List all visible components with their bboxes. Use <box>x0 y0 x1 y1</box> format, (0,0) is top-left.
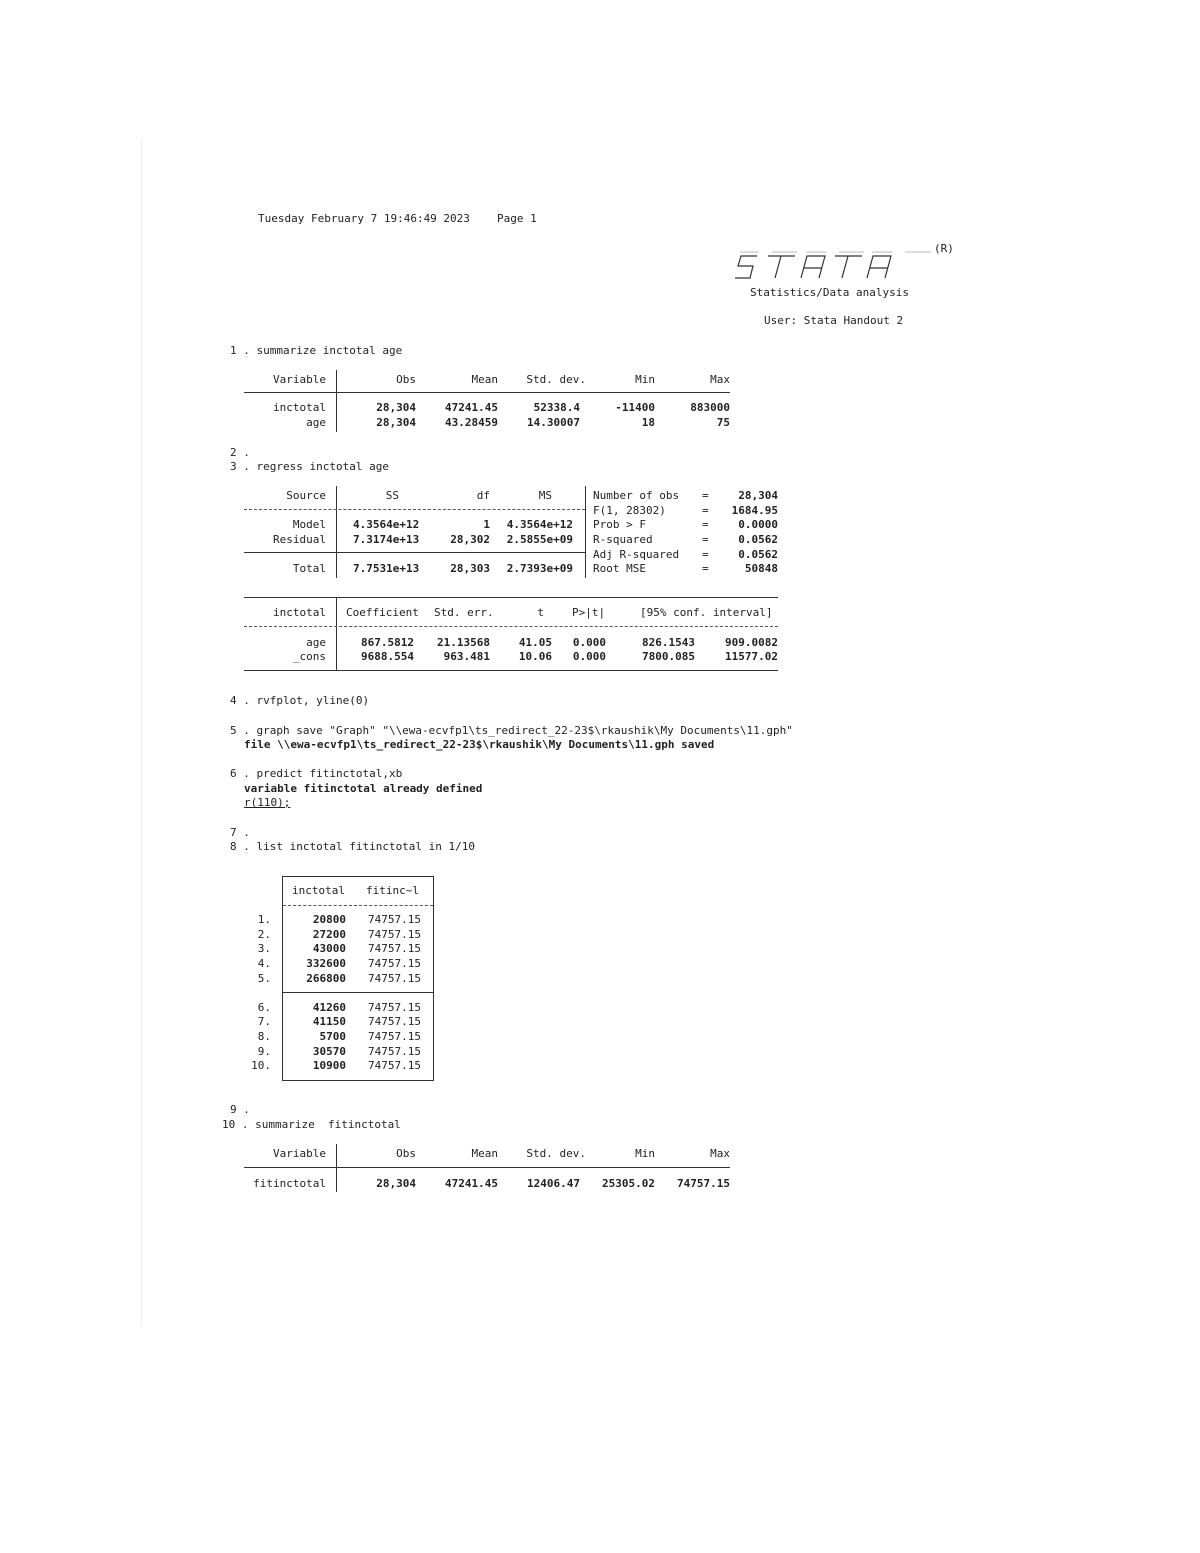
page-margin-line <box>141 140 142 1326</box>
column-header: inctotal <box>273 606 326 619</box>
row-number: 5. <box>257 972 271 985</box>
stat-label: Prob > F <box>593 518 646 531</box>
table-cell: 74757.15 <box>368 1001 421 1014</box>
stat-value: 1684.95 <box>731 504 778 517</box>
column-header: Variable <box>273 1147 326 1160</box>
table-cell: 332600 <box>306 957 346 970</box>
column-header: Coefficient <box>346 606 419 619</box>
column-header: Source <box>286 489 326 502</box>
row-number: 9. <box>257 1045 271 1058</box>
table-divider <box>585 486 586 578</box>
variable-name: fitinctotal <box>253 1177 326 1190</box>
column-header: Mean <box>471 1147 498 1160</box>
table-cell: 0.000 <box>572 650 606 663</box>
row-number: 1. <box>257 913 271 926</box>
table-cell: 12406.47 <box>527 1177 580 1190</box>
column-header: Min <box>635 1147 655 1160</box>
table-cell: 43.28459 <box>445 416 498 429</box>
table-divider <box>336 370 337 432</box>
table-cell: 74757.15 <box>368 1059 421 1072</box>
table-cell: 963.481 <box>443 650 490 663</box>
row-number: 2. <box>257 928 271 941</box>
table-cell: 1 <box>483 518 490 531</box>
table-cell: 10.06 <box>518 650 552 663</box>
table-cell: 28,304 <box>376 1177 416 1190</box>
table-divider <box>336 486 337 578</box>
stat-equals: = <box>702 548 709 561</box>
column-header: Std. dev. <box>526 1147 586 1160</box>
table-cell: 10900 <box>312 1059 346 1072</box>
stat-label: Adj R-squared <box>593 548 680 561</box>
stat-equals: = <box>702 504 709 517</box>
print-datetime: Tuesday February 7 19:46:49 2023 <box>258 212 470 225</box>
table-cell: 21.13568 <box>437 636 490 649</box>
column-header: P>|t| <box>572 606 606 619</box>
table-rule <box>244 1167 730 1168</box>
variable-name: age <box>306 636 326 649</box>
table-cell: 47241.45 <box>445 401 498 414</box>
stat-label: F(1, 28302) <box>593 504 666 517</box>
stat-value: 50848 <box>744 562 778 575</box>
stata-logo <box>735 244 960 290</box>
table-cell: 43000 <box>312 942 346 955</box>
column-header: Mean <box>471 373 498 386</box>
table-cell: 41150 <box>312 1015 346 1028</box>
stat-equals: = <box>702 489 709 502</box>
table-cell: 20800 <box>312 913 346 926</box>
table-cell: 11577.02 <box>725 650 778 663</box>
table-rule <box>244 626 778 627</box>
stat-value: 0.0562 <box>738 548 778 561</box>
stat-label: Number of obs <box>593 489 680 502</box>
source-label: Total <box>292 562 326 575</box>
command-output: file \\ewa-ecvfp1\ts_redirect_22-23$\rkaushik\My Documents\11.gph saved <box>244 738 715 751</box>
column-header: Max <box>710 373 730 386</box>
table-cell: 41.05 <box>518 636 552 649</box>
stat-equals: = <box>702 562 709 575</box>
table-cell: 2.7393e+09 <box>506 562 573 575</box>
error-code-link[interactable]: r(110); <box>244 796 291 809</box>
column-header: inctotal <box>292 884 345 897</box>
command-prompt: 2 . <box>230 446 250 459</box>
column-header: Obs <box>396 373 416 386</box>
table-cell: 27200 <box>312 928 346 941</box>
command-prompt: 1 . summarize inctotal age <box>230 344 403 357</box>
table-cell: 5700 <box>319 1030 346 1043</box>
table-rule <box>283 905 433 906</box>
command-prompt: 8 . list inctotal fitinctotal in 1/10 <box>230 840 476 853</box>
table-cell: 266800 <box>306 972 346 985</box>
table-cell: 7800.085 <box>642 650 695 663</box>
table-cell: 74757.15 <box>368 1030 421 1043</box>
column-header: Max <box>710 1147 730 1160</box>
table-cell: 74757.15 <box>368 942 421 955</box>
row-number: 7. <box>257 1015 271 1028</box>
command-prompt: 6 . predict fitinctotal,xb <box>230 767 403 780</box>
column-header: Std. dev. <box>526 373 586 386</box>
table-cell: 74757.15 <box>368 1015 421 1028</box>
column-header: MS <box>538 489 552 502</box>
row-number: 4. <box>257 957 271 970</box>
table-cell: 7.3174e+13 <box>353 533 420 546</box>
table-cell: 14.30007 <box>527 416 580 429</box>
column-header: t <box>537 606 544 619</box>
column-header: Std. err. <box>434 606 494 619</box>
column-header: [95% conf. interval] <box>640 606 773 619</box>
command-output: variable fitinctotal already defined <box>244 782 483 795</box>
registered-mark: (R) <box>934 242 954 255</box>
table-cell: 867.5812 <box>361 636 414 649</box>
command-prompt: 5 . graph save "Graph" "\\ewa-ecvfp1\ts_redirect_22-23$\rkaushik\My Documents\11.gph" <box>230 724 793 737</box>
table-cell: 4.3564e+12 <box>506 518 573 531</box>
table-cell: 41260 <box>312 1001 346 1014</box>
table-cell: 74757.15 <box>368 972 421 985</box>
table-cell: 28,304 <box>376 401 416 414</box>
table-cell: 74757.15 <box>368 957 421 970</box>
table-rule <box>283 992 433 993</box>
row-number: 3. <box>257 942 271 955</box>
table-cell: 7.7531e+13 <box>353 562 420 575</box>
table-cell: 25305.02 <box>602 1177 655 1190</box>
stat-value: 28,304 <box>738 489 778 502</box>
table-cell: 47241.45 <box>445 1177 498 1190</box>
row-number: 6. <box>257 1001 271 1014</box>
table-cell: 883000 <box>690 401 730 414</box>
table-cell: 4.3564e+12 <box>353 518 420 531</box>
table-cell: 2.5855e+09 <box>506 533 573 546</box>
variable-name: inctotal <box>273 401 326 414</box>
table-cell: 30570 <box>312 1045 346 1058</box>
column-header: Obs <box>396 1147 416 1160</box>
column-header: SS <box>385 489 399 502</box>
column-header: df <box>476 489 490 502</box>
table-cell: -11400 <box>615 401 655 414</box>
table-cell: 909.0082 <box>725 636 778 649</box>
table-cell: 18 <box>641 416 655 429</box>
table-cell: 0.000 <box>572 636 606 649</box>
table-cell: 74757.15 <box>368 928 421 941</box>
table-divider <box>336 598 337 671</box>
table-rule <box>244 392 730 393</box>
command-prompt: 10 . summarize fitinctotal <box>222 1118 401 1131</box>
command-prompt: 3 . regress inctotal age <box>230 460 389 473</box>
table-cell: 28,303 <box>450 562 490 575</box>
stat-value: 0.0562 <box>738 533 778 546</box>
variable-name: _cons <box>292 650 326 663</box>
table-cell: 826.1543 <box>642 636 695 649</box>
table-rule <box>244 597 778 598</box>
row-number: 10. <box>251 1059 271 1072</box>
table-cell: 74757.15 <box>677 1177 730 1190</box>
table-rule <box>244 509 585 510</box>
table-cell: 74757.15 <box>368 1045 421 1058</box>
table-cell: 74757.15 <box>368 913 421 926</box>
table-cell: 28,304 <box>376 416 416 429</box>
table-cell: 28,302 <box>450 533 490 546</box>
stat-label: R-squared <box>593 533 653 546</box>
table-rule <box>244 670 778 671</box>
column-header: Min <box>635 373 655 386</box>
table-cell: 52338.4 <box>533 401 580 414</box>
page-number: Page 1 <box>497 212 537 225</box>
user-line: User: Stata Handout 2 <box>764 314 904 327</box>
table-divider <box>336 1144 337 1192</box>
variable-name: age <box>306 416 326 429</box>
logo-tagline: Statistics/Data analysis <box>750 286 909 299</box>
stat-label: Root MSE <box>593 562 646 575</box>
stat-equals: = <box>702 533 709 546</box>
column-header: Variable <box>273 373 326 386</box>
command-prompt: 7 . <box>230 826 250 839</box>
stat-equals: = <box>702 518 709 531</box>
source-label: Model <box>292 518 326 531</box>
table-cell: 9688.554 <box>361 650 414 663</box>
table-rule <box>244 552 585 553</box>
stat-value: 0.0000 <box>738 518 778 531</box>
command-prompt: 9 . <box>230 1103 250 1116</box>
row-number: 8. <box>257 1030 271 1043</box>
command-prompt: 4 . rvfplot, yline(0) <box>230 694 370 707</box>
table-cell: 75 <box>716 416 730 429</box>
source-label: Residual <box>273 533 326 546</box>
column-header: fitinc~l <box>366 884 419 897</box>
